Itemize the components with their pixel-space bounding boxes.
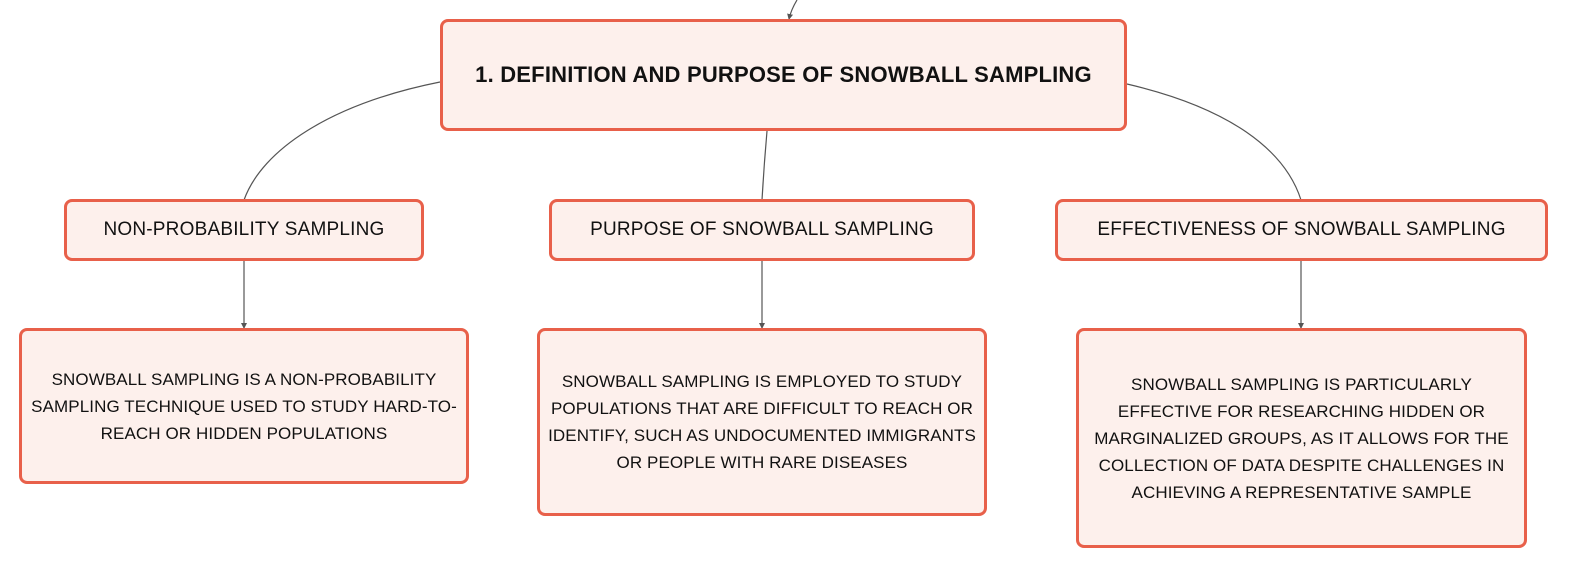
connector-parent-to-root <box>789 0 797 19</box>
root-node-label: 1. DEFINITION AND PURPOSE OF SNOWBALL SAMPLING <box>475 62 1092 87</box>
connector-root-to-topic-1 <box>244 82 440 200</box>
root-node[interactable] <box>440 19 1127 131</box>
detail-node-effectiveness-of-snowball-sampling[interactable] <box>1076 328 1527 548</box>
topic-node-label: PURPOSE OF SNOWBALL SAMPLING <box>590 219 934 240</box>
topic-node-label: EFFECTIVENESS OF SNOWBALL SAMPLING <box>1097 219 1506 240</box>
topic-node-effectiveness-of-snowball-sampling[interactable] <box>1055 199 1548 261</box>
topic-node-label: NON-PROBABILITY SAMPLING <box>103 219 385 240</box>
topic-node-purpose-of-snowball-sampling[interactable] <box>549 199 975 261</box>
detail-node-non-probability-sampling[interactable] <box>19 328 469 484</box>
detail-node-text: SNOWBALL SAMPLING IS PARTICULARLY EFFECTIVE FOR RESEARCHING HIDDEN OR MARGINALIZED GROUPS, AS IT ALLOWS FOR THE COLLECTION OF DATA DESPITE CHALLENGES IN ACHIEVING A REPRESENTATIVE SAMPLE <box>1094 374 1509 502</box>
connector-root-to-topic-3 <box>1127 84 1301 200</box>
detail-node-text: SNOWBALL SAMPLING IS A NON-PROBABILITY SAMPLING TECHNIQUE USED TO STUDY HARD-TO-REACH OR HIDDEN POPULATIONS <box>31 369 457 443</box>
detail-node-purpose-of-snowball-sampling[interactable] <box>537 328 987 516</box>
connector-root-to-topic-2 <box>762 131 767 200</box>
detail-node-text: SNOWBALL SAMPLING IS EMPLOYED TO STUDY POPULATIONS THAT ARE DIFFICULT TO REACH OR IDENTIFY, SUCH AS UNDOCUMENTED IMMIGRANTS OR PEOPLE WITH RARE DISEASES <box>548 372 976 472</box>
topic-node-non-probability-sampling[interactable] <box>64 199 424 261</box>
